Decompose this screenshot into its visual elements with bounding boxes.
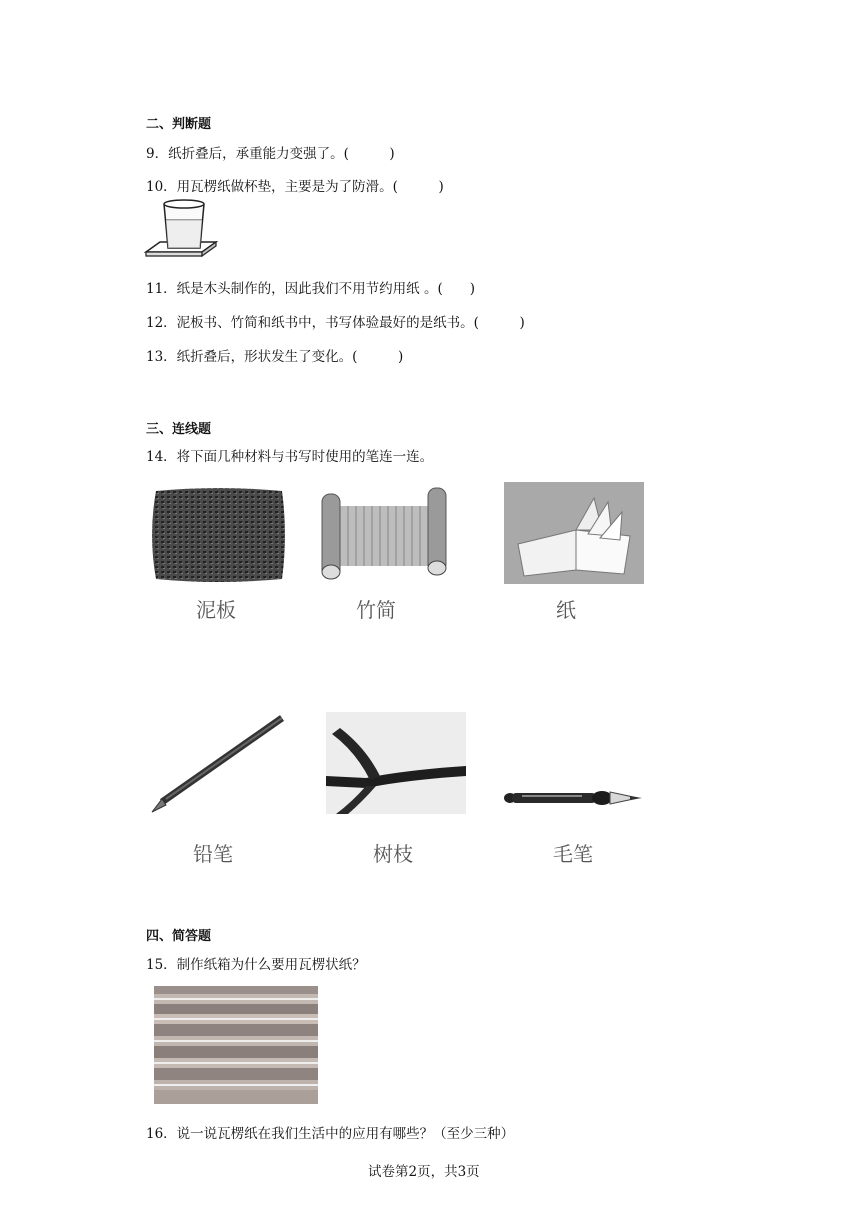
corrugated-paper-image [154,986,318,1104]
question-11: 11．纸是木头制作的，因此我们不用节约用纸 。( ) [146,281,476,297]
open-book-paper-image [504,482,644,584]
question-14: 14．将下面几种材料与书写时使用的笔连一连。 [146,449,434,465]
question-16: 16．说一说瓦楞纸在我们生活中的应用有哪些？（至少三种） [146,1126,515,1142]
question-12: 12．泥板书、竹简和纸书中，书写体验最好的是纸书。( ) [146,315,525,331]
caption-tree-branch: 树枝 [373,842,413,866]
brush-pen-image [502,784,646,814]
caption-brush-pen: 毛笔 [553,842,593,866]
question-13: 13．纸折叠后，形状发生了变化。( ) [146,349,404,365]
tree-branch-image [326,712,466,814]
caption-pencil: 铅笔 [193,842,233,866]
pencil-image [148,714,288,814]
caption-clay-tablet: 泥板 [196,598,236,622]
page-footer: 试卷第2页，共3页 [368,1164,480,1180]
caption-paper: 纸 [556,598,576,622]
section-heading-matching: 三、连线题 [146,422,212,437]
bamboo-scroll-image [318,484,450,584]
section-heading-judgement: 二、判断题 [146,117,212,132]
question-15: 15．制作纸箱为什么要用瓦楞状纸？ [146,957,366,973]
question-10: 10．用瓦楞纸做杯垫，主要是为了防滑。( ) [146,179,444,195]
section-heading-short-answer: 四、简答题 [146,929,212,944]
caption-bamboo-scroll: 竹简 [356,598,396,622]
question-9: 9．纸折叠后，承重能力变强了。( ) [146,146,395,162]
cup-on-coaster-image [144,198,218,262]
clay-tablet-image [148,485,288,585]
